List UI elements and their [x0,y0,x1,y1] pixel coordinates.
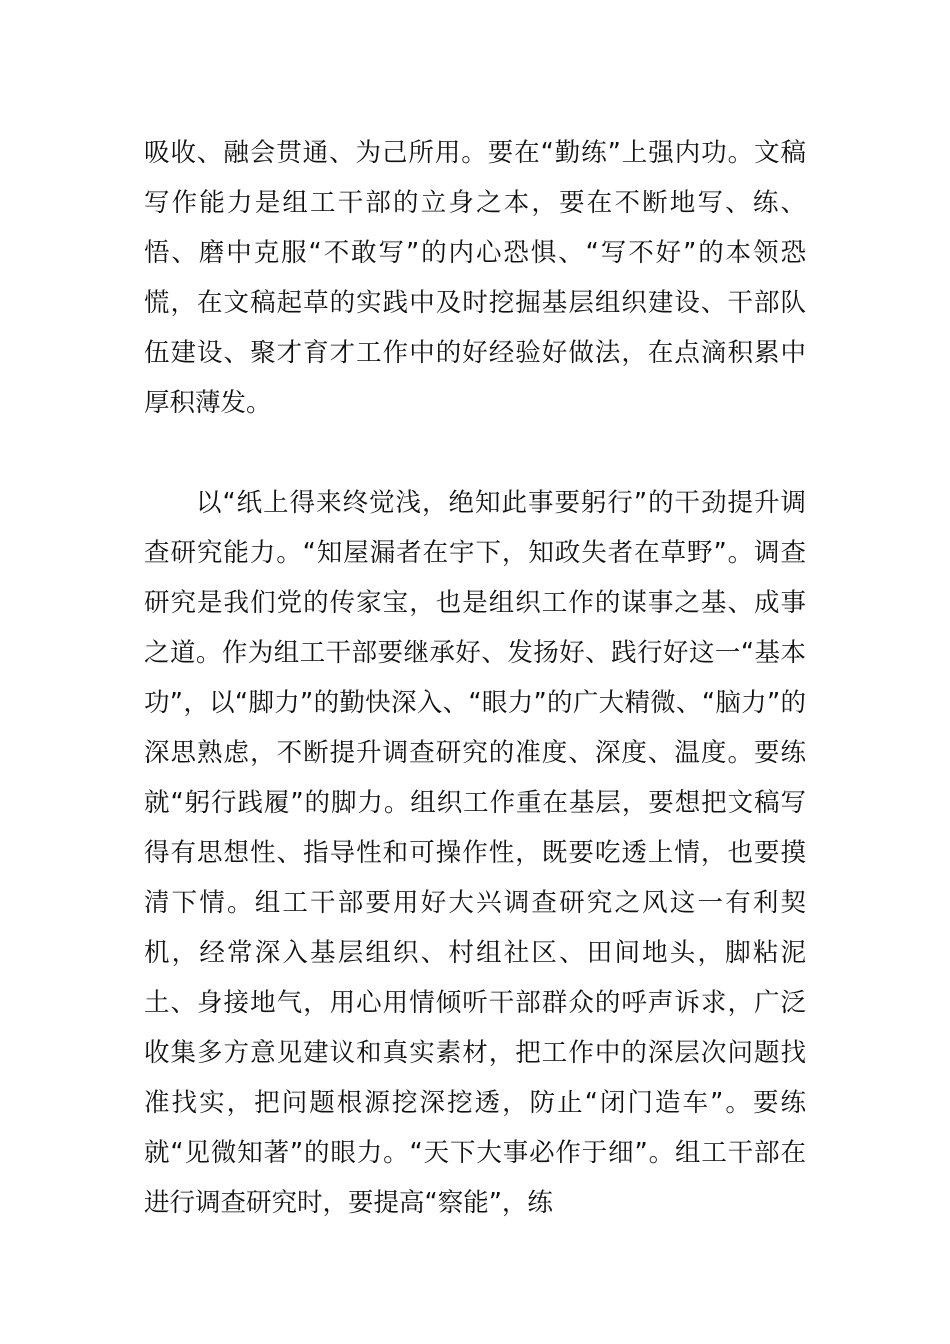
paragraph-1: 吸收、融会贯通、为己所用。要在“勤练”上强内功。文稿写作能力是组工干部的立身之本，要在不断地写、练、悟、磨中克服“不敢写”的内心恐惧、“写不好”的本领恐慌，在文稿起草的实践中及时挖掘基层组织建设、干部队伍建设、聚才育才工作中的好经验好做法，在点滴积累中厚积薄发。 [144,138,806,418]
paragraph-2: 以“纸上得来终觉浅，绝知此事要躬行”的干劲提升调查研究能力。“知屋漏者在宇下，知政失者在草野”。调查研究是我们党的传家宝，也是组织工作的谋事之基、成事之道。作为组工干部要继承好、发扬好、践行好这一“基本功”，以“脚力”的勤快深入、“眼力”的广大精微、“脑力”的深思熟虑，不断提升调查研究的准度、深度、温度。要练就“躬行践履”的脚力。组织工作重在基层，要想把文稿写得有思想性、指导性和可操作性，既要吃透上情，也要摸清下情。组工干部要用好大兴调查研究之风这一有利契机，经常深入基层组织、村组社区、田间地头，脚粘泥土、身接地气，用心用情倾听干部群众的呼声诉求，广泛收集多方意见建议和真实素材，把工作中的深层次问题找准找实，把问题根源挖深挖透，防止“闭门造车”。要练就“见微知著”的眼力。“天下大事必作于细”。组工干部在进行调查研究时，要提高“察能”，练 [144,488,806,1218]
